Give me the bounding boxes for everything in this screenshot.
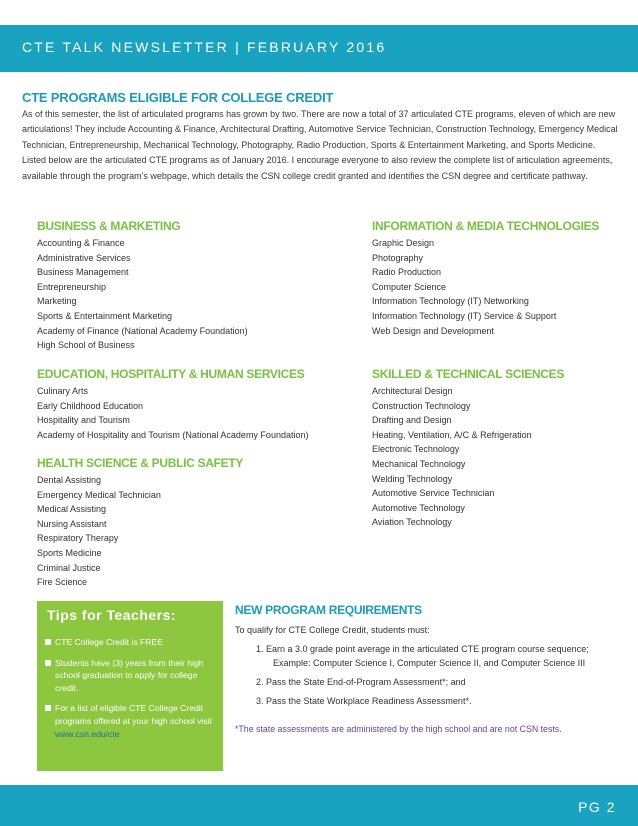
category-title: SKILLED & TECHNICAL SCIENCES [372,367,565,381]
list-item: Business Management [37,267,129,278]
category-title: EDUCATION, HOSPITALITY & HUMAN SERVICES [37,367,305,381]
list-item: Hospitality and Tourism [37,415,130,426]
tips-for-teachers-box [37,601,223,771]
list-item: Academy of Hospitality and Tourism (National Academy Foundation) [37,429,309,440]
list-item: Accounting & Finance [37,238,125,248]
program-list [37,236,248,353]
requirements-intro: To qualify for CTE College Credit, students must: [235,625,430,635]
category-business-marketing [37,219,248,353]
list-item: Dental Assisting [37,475,102,485]
tip-text: Students have (3) years from their high school graduation to apply for college credit. [55,657,204,693]
list-item: Administrative Services [37,252,131,263]
list-item: Aviation Technology [372,517,452,528]
category-title: INFORMATION & MEDIA TECHNOLOGIES [372,219,600,233]
page-number: PG 2 [578,799,616,815]
category-information-media [372,219,599,338]
list-item: Mechanical Technology [372,458,466,469]
list-item: Web Design and Development [372,325,494,336]
category-title: HEALTH SCIENCE & PUBLIC SAFETY [37,456,244,470]
list-item: Criminal Justice [37,562,101,573]
list-item: Graphic Design [372,238,435,248]
list-item: Computer Science [372,281,447,292]
requirement-1-example: Example: Computer Science I, Computer Science II, and Computer Science III [273,658,586,668]
list-item: Photography [372,252,424,263]
list-item: Construction Technology [372,400,471,411]
list-item: High School of Business [37,340,135,351]
requirement-1: 1. Earn a 3.0 grade point average in the articulated CTE program course sequence; [256,644,589,654]
list-item: Entrepreneurship [37,281,107,292]
program-list [372,236,599,338]
tip-text: For a list of eligible CTE College Credit programs offered at your high school visit [55,703,212,726]
requirement-3: 3. Pass the State Workplace Readiness Assessment*. [256,696,472,706]
tips-list [45,636,217,748]
requirements-footnote: *The state assessments are administered by the high school and are not CSN tests. [235,724,562,734]
category-skilled-technical [372,367,564,530]
list-item: Welding Technology [372,473,453,484]
section-title: CTE PROGRAMS ELIGIBLE FOR COLLEGE CREDIT [22,90,334,105]
tips-heading: Tips for Teachers: [47,607,177,623]
list-item: Information Technology (IT) Service & Support [372,310,557,321]
category-education-hospitality [37,367,308,442]
list-item: Early Childhood Education [37,400,144,411]
category-title: BUSINESS & MARKETING [37,219,181,233]
list-item: Sports Medicine [37,547,102,558]
list-item: Marketing [37,296,77,307]
intro-paragraph: As of this semester, the list of articulated programs has grown by two. There are now a total of 37 articulated CTE programs, eleven of which are new articulations! They include Accounting & Finance, Architectural Drafting, Automotive Service Technician, Construction Technology, Emergency Medical Technician, Entrepreneurship, Mechanical Technology, Photography, Radio Production, Sports & Entertainment Marketing, and Sports Medicine. Listed below are the articulated CTE programs as of January 2016. I encourage everyone to also review the complete list of articulation agreements, available through the program’s webpage, which details the CSN college credit granted and identifies the CSN degree and certificate pathway. [22,109,618,181]
csn-cte-link[interactable]: www.csn.edu/cte [55,728,120,739]
tip-item [45,636,217,649]
list-item: Emergency Medical Technician [37,489,161,500]
list-item: Respiratory Therapy [37,533,119,544]
program-list [37,473,243,590]
list-item: Information Technology (IT) Networking [372,296,529,307]
requirement-2: 2. Pass the State End-of-Program Assessment*; and [256,677,466,687]
list-item: Electronic Technology [372,444,460,455]
tip-item [45,657,217,695]
list-item: Medical Assisting [37,504,107,515]
footer-bar [0,785,638,826]
tip-item [45,702,217,740]
requirements-title: NEW PROGRAM REQUIREMENTS [235,603,422,617]
list-item: Automotive Technology [372,502,465,513]
list-item: Sports & Entertainment Marketing [37,310,173,321]
list-item: Drafting and Design [372,415,452,426]
list-item: Radio Production [372,267,442,278]
list-item: Architectural Design [372,386,453,396]
list-item: Nursing Assistant [37,518,107,529]
list-item: Automotive Service Technician [372,488,495,499]
list-item: Academy of Finance (National Academy Foundation) [37,325,248,336]
program-list [37,384,308,442]
list-item: Heating, Ventilation, A/C & Refrigeration [372,429,532,440]
list-item: Culinary Arts [37,386,89,396]
category-health-public-safety [37,456,243,590]
header-bar [0,25,638,72]
tip-text: CTE College Credit is FREE [55,637,163,647]
newsletter-title: CTE TALK NEWSLETTER | FEBRUARY 2016 [22,39,387,55]
list-item: Fire Science [37,577,88,588]
program-list [372,384,564,530]
